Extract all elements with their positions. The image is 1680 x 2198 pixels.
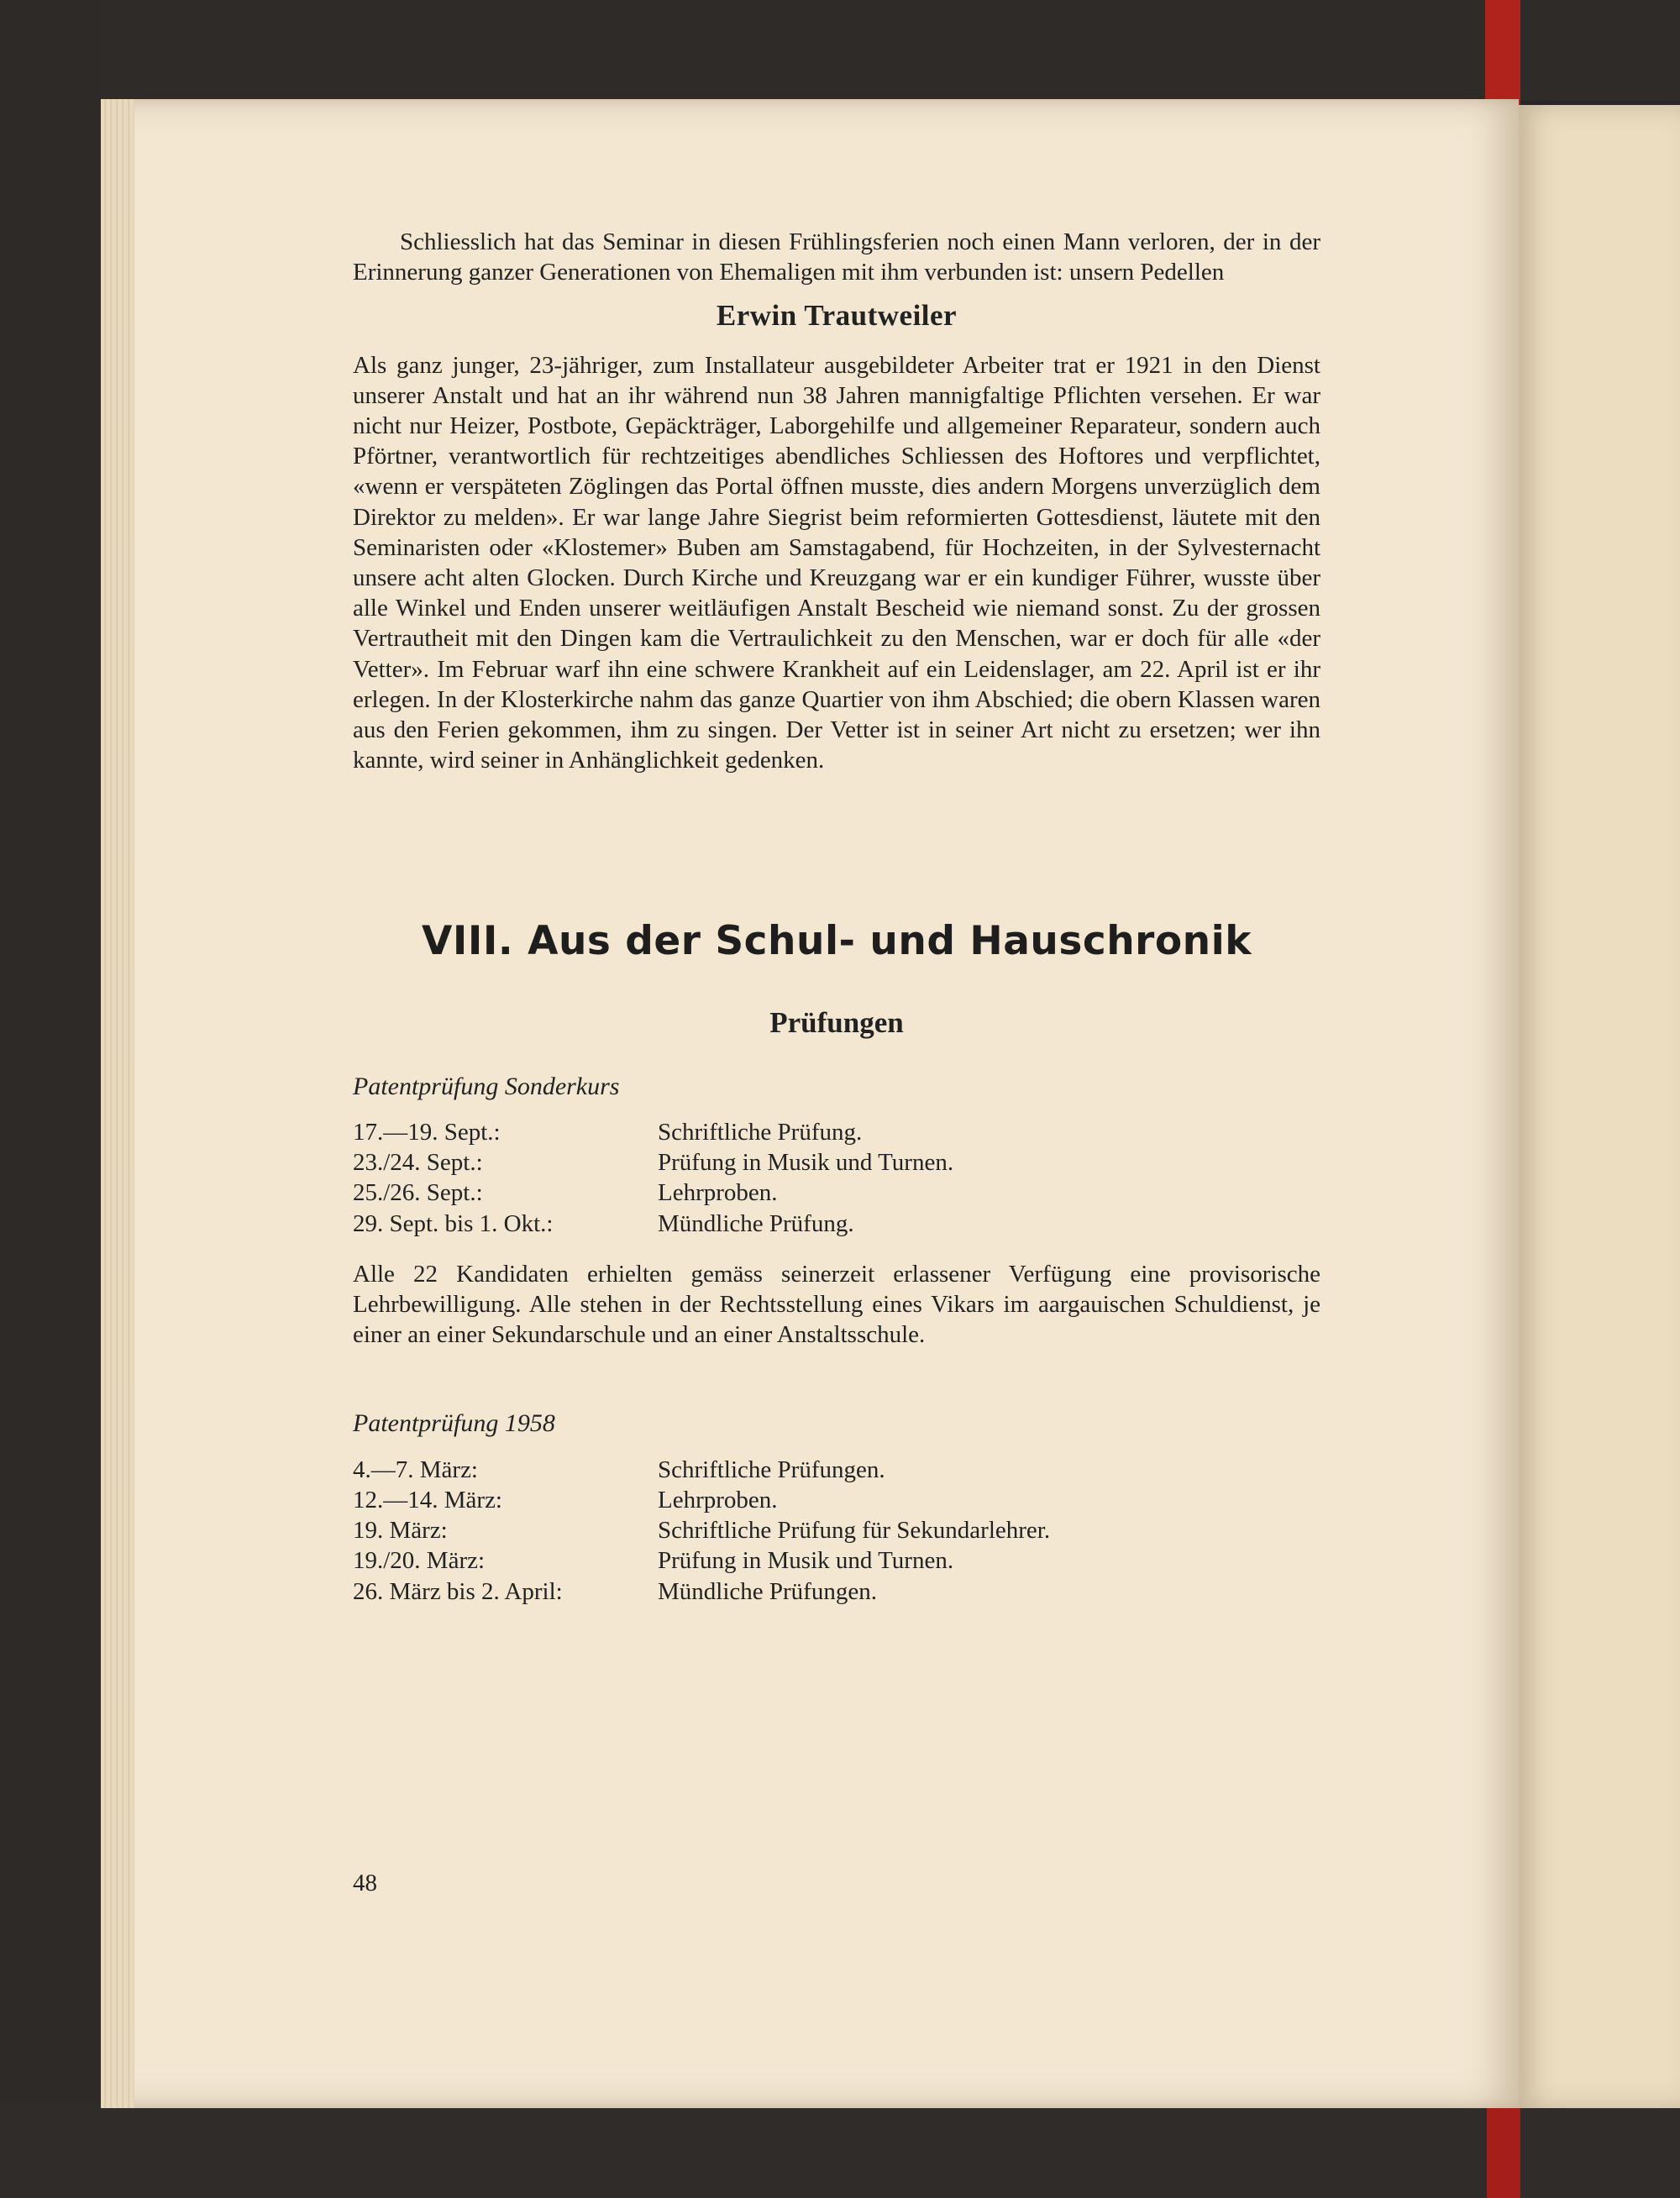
intro-paragraph: Schliesslich hat das Seminar in diesen Frühlingsferien noch einen Mann verloren, der in der Erinnerung ganzer Generationen von Ehemaligen mit ihm verbunden ist: unsern Pedellen bbox=[353, 228, 1320, 286]
section-title: Prüfungen bbox=[769, 1005, 904, 1039]
background-left bbox=[0, 0, 101, 2198]
background-bottom bbox=[0, 2104, 1680, 2198]
schedule-row bbox=[353, 1576, 1050, 1607]
obituary-paragraph: Als ganz junger, 23-jähriger, zum Installateur ausgebildeter Arbeiter trat er 1921 in den Dienst unserer Anstalt und hat an ihr während nun 38 Jahren mannigfaltige Pflichten versehen. Er war nicht nur Heizer, Postbote, Gepäckträger, Laborgehilfe und allgemeiner Reparateur, sondern auch Pförtner, verantwortlich für rechtzeitiges abendliches Schliessen des Hoftores und verpflichtet, «wenn er verspäteten Zöglingen das Portal öffnen musste, dies andern Morgens unverzüglich dem Direktor zu melden». Er war lange Jahre Siegrist beim reformierten Gottesdienst, läutete mit den Seminaristen oder «Klostemer» Buben am Samstagabend, für Hochzeiten, in der Sylvesternacht unsere acht alten Glocken. Durch Kirche und Kreuzgang war er ein kundiger Führer, wusste über alle Winkel und Enden unserer weitläufigen Anstalt Bescheid wie niemand sonst. Zu der grossen Vertrautheit mit den Dingen kam die Vertraulichkeit zu den Menschen, war er doch für alle «der Vetter». Im Februar warf ihn eine schwere Krankheit auf ein Leidenslager, am 22. April ist er ihr erlegen. In der Klosterkirche nahm das ganze Quartier von ihm Abschied; die obern Klassen waren aus den Ferien gekommen, ihm zu singen. Der Vetter ist in seiner Art nicht zu ersetzen; wer ihn kannte, wird seiner in Anhänglichkeit gedenken. bbox=[353, 351, 1320, 774]
obituary-heading: Erwin Trautweiler bbox=[716, 299, 958, 333]
schedule-date: 29. Sept. bis 1. Okt.: bbox=[353, 1209, 554, 1237]
exam-schedule-1958 bbox=[353, 1455, 1050, 1607]
schedule-description: Prüfung in Musik und Turnen. bbox=[658, 1547, 954, 1575]
exam-schedule-sonderkurs bbox=[353, 1117, 953, 1239]
schedule-row bbox=[353, 1485, 1050, 1515]
schedule-date: 25./26. Sept.: bbox=[353, 1179, 483, 1207]
chapter-title: VIII. Aus der Schul- und Hauschronik bbox=[422, 918, 1252, 965]
schedule-date: 23./24. Sept.: bbox=[353, 1149, 483, 1177]
schedule-row bbox=[353, 1209, 953, 1239]
schedule-description: Schriftliche Prüfung. bbox=[658, 1119, 863, 1146]
schedule-date: 12.—14. März: bbox=[353, 1486, 502, 1513]
schedule-date: 19./20. März: bbox=[353, 1547, 486, 1575]
exam-heading-sonderkurs: Patentprüfung Sonderkurs bbox=[353, 1072, 620, 1100]
book-cover-edge-top bbox=[1485, 0, 1520, 109]
schedule-row bbox=[353, 1515, 1050, 1545]
background-top bbox=[0, 0, 1680, 101]
schedule-date: 4.—7. März: bbox=[353, 1456, 478, 1483]
page-number: 48 bbox=[353, 1870, 377, 1896]
schedule-description: Schriftliche Prüfungen. bbox=[658, 1456, 885, 1483]
schedule-row bbox=[353, 1178, 953, 1208]
facing-page bbox=[1516, 105, 1680, 2108]
page-edges bbox=[101, 99, 134, 2108]
schedule-row bbox=[353, 1117, 953, 1147]
schedule-description: Lehrproben. bbox=[658, 1486, 778, 1513]
schedule-row bbox=[353, 1545, 1050, 1576]
schedule-description: Lehrproben. bbox=[658, 1179, 778, 1207]
exam-heading-1958: Patentprüfung 1958 bbox=[353, 1409, 555, 1438]
exam-note: Alle 22 Kandidaten erhielten gemäss seinerzeit erlassener Verfügung eine provisorische Lehrbewilligung. Alle stehen in der Rechtsstellung eines Vikars im aargauischen Schuldienst, je einer an einer Sekundarschule und an einer Anstaltsschule. bbox=[353, 1260, 1320, 1349]
page-content bbox=[353, 227, 1320, 1627]
schedule-date: 19. März: bbox=[353, 1517, 448, 1545]
schedule-description: Prüfung in Musik und Turnen. bbox=[658, 1149, 954, 1177]
schedule-row bbox=[353, 1147, 953, 1178]
schedule-description: Mündliche Prüfungen. bbox=[658, 1577, 877, 1605]
schedule-description: Schriftliche Prüfung für Sekundarlehrer. bbox=[658, 1517, 1051, 1545]
schedule-date: 26. März bis 2. April: bbox=[353, 1577, 563, 1605]
schedule-row bbox=[353, 1455, 1050, 1485]
schedule-date: 17.—19. Sept.: bbox=[353, 1119, 501, 1146]
schedule-description: Mündliche Prüfung. bbox=[658, 1209, 854, 1237]
